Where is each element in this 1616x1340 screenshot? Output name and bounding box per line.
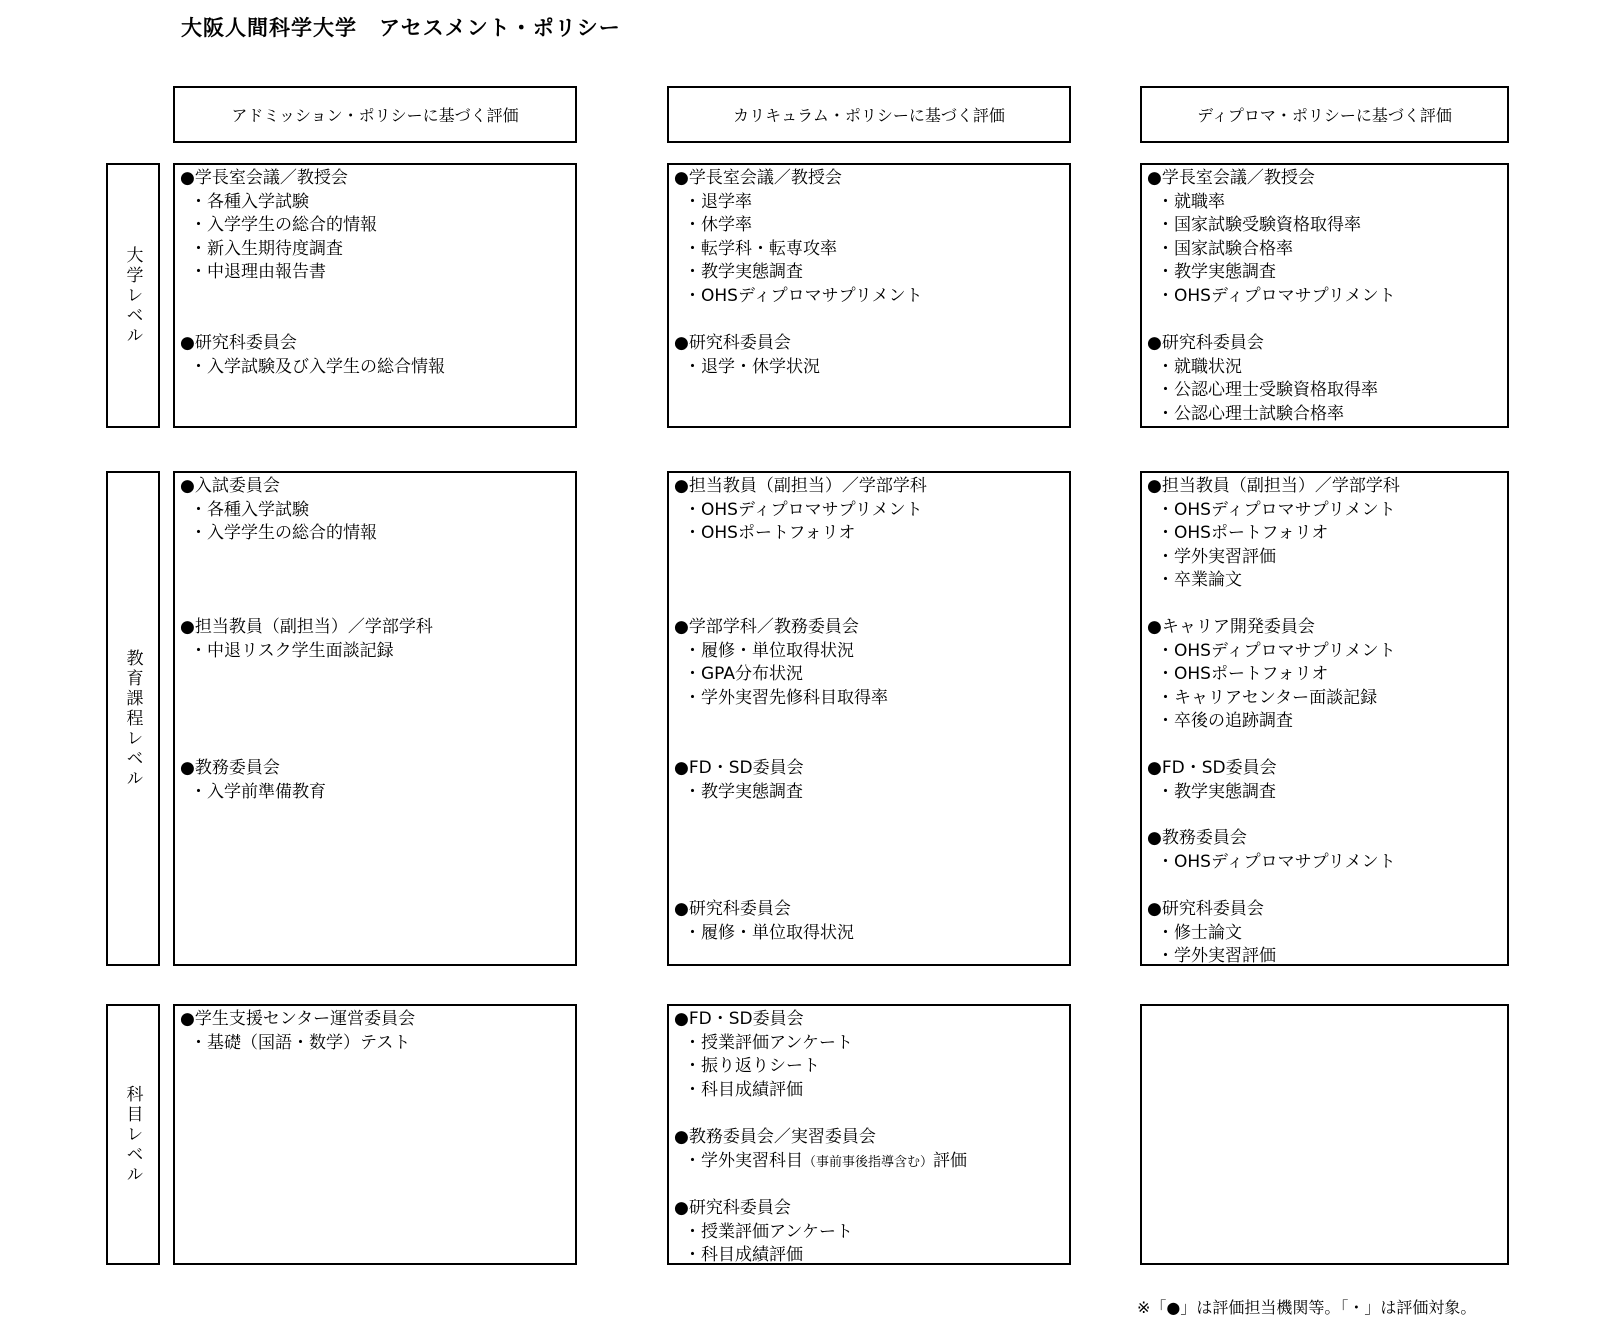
evaluating-body: ● キャリア開発委員会 [1147,616,1396,640]
cell-university-curriculum [667,163,1071,428]
assessment-group [674,1126,967,1174]
evaluation-target-label: 中退理由報告書 [207,262,326,282]
assessment-group [1147,898,1276,966]
assessment-group [674,898,854,945]
evaluation-target-label: 転学科・転専攻率 [701,238,837,259]
page-title: 大阪人間科学大学 アセスメント・ポリシー [181,16,621,40]
column-header-curriculum: カリキュラム・ポリシーに基づく評価 [667,86,1071,143]
evaluation-target-label: OHSディプロマサプリメント [1174,851,1396,872]
evaluation-target [1147,214,1396,238]
evaluation-target-label: 学外実習評価 [1174,546,1276,567]
evaluation-target [1147,285,1396,309]
evaluating-body: ● 教務委員会 [180,757,326,781]
evaluation-target [180,781,326,805]
assessment-group [1147,475,1400,593]
evaluating-body: ● 研究科委員会 [674,1197,853,1221]
evaluation-target [1147,922,1276,946]
evaluation-target [180,261,377,285]
evaluating-body: ● 入試委員会 [180,475,377,499]
level-label-university: 大学レベル [106,163,160,428]
evaluation-target [180,522,377,546]
evaluating-body: ● 研究科委員会 [1147,332,1378,356]
evaluation-target [674,1032,853,1056]
evaluation-target-label: 各種入学試験 [207,499,309,520]
evaluation-target [1147,191,1396,215]
evaluation-target [1147,640,1396,664]
evaluating-body: ● 研究科委員会 [1147,898,1276,922]
assessment-group [674,475,927,546]
evaluation-target [180,356,445,380]
evaluation-target-label: GPA分布状況 [701,664,803,684]
evaluating-body: ● FD・SD委員会 [674,1008,853,1032]
evaluation-target [1147,781,1277,805]
level-label-course: 科目レベル [106,1004,160,1265]
evaluation-target [180,214,377,238]
evaluation-target [1147,569,1400,593]
cell-course-curriculum [667,1004,1071,1265]
column-header-admission: アドミッション・ポリシーに基づく評価 [173,86,577,143]
evaluation-target-label: OHSディプロマサプリメント [1174,640,1396,661]
evaluation-target [674,191,923,215]
evaluating-body: ● 担当教員（副担当）／学部学科 [180,616,433,640]
evaluation-target [1147,261,1396,285]
evaluation-target-label: OHSポートフォリオ [1174,664,1329,684]
evaluation-target [1147,522,1400,546]
assessment-group [1147,332,1378,426]
evaluation-target-label: 退学・休学状況 [701,356,820,377]
evaluation-target [1147,851,1396,875]
evaluating-body: ● 教務委員会／実習委員会 [674,1126,967,1150]
evaluation-target-label: 卒後の追跡調査 [1174,711,1293,731]
evaluation-target-label: 教学実態調査 [1174,262,1276,282]
evaluation-target-label: 国家試験受験資格取得率 [1174,215,1361,235]
evaluation-target [1147,546,1400,570]
assessment-group [1147,827,1396,874]
evaluating-body: ● 学長室会議／教授会 [180,167,377,191]
cell-course-diploma [1140,1004,1509,1265]
evaluation-target [674,663,888,687]
assessment-group [674,1008,853,1102]
evaluation-target [674,261,923,285]
evaluating-body: ● 学長室会議／教授会 [1147,167,1396,191]
evaluation-target-label: 中退リスク学生面談記録 [207,640,394,661]
evaluation-target-label: 履修・単位取得状況 [701,640,854,661]
evaluation-target-label: 卒業論文 [1174,570,1242,590]
evaluation-target [180,499,377,523]
evaluation-target-label: 就職状況 [1174,356,1242,377]
evaluation-target-label: 退学率 [701,191,752,212]
evaluation-target [674,285,923,309]
evaluation-target-label: 教学実態調査 [701,781,803,802]
evaluating-body: ● 教務委員会 [1147,827,1396,851]
evaluation-target [674,522,927,546]
evaluation-target-label: 教学実態調査 [701,262,803,282]
assessment-group [180,475,377,546]
evaluation-target-label: 科目成績評価 [701,1245,803,1265]
evaluation-target [1147,403,1378,427]
assessment-group [674,616,888,710]
evaluation-target-label: 授業評価アンケート [701,1032,853,1053]
evaluation-target-tail: 評価 [933,1150,968,1171]
evaluation-target [674,1055,853,1079]
evaluation-target-label: OHSディプロマサプリメント [701,499,923,520]
evaluation-target [180,640,433,664]
evaluation-target [1147,499,1400,523]
evaluation-target [674,1079,853,1103]
evaluating-body: ● 学生支援センター運営委員会 [180,1008,415,1032]
evaluation-target-label: 公認心理士試験合格率 [1174,403,1344,424]
evaluating-body: ● 学部学科／教務委員会 [674,616,888,640]
assessment-group [1147,616,1396,734]
evaluation-target-label: 入学学生の総合的情報 [207,523,377,543]
cell-program-diploma [1140,471,1509,966]
evaluation-target [180,238,377,262]
evaluation-target-label: 各種入学試験 [207,191,309,212]
assessment-group [674,167,923,308]
evaluation-target-label: 入学試験及び入学生の総合情報 [207,356,445,377]
footnote: ※「●」は評価担当機関等。「・」は評価対象。 [1137,1298,1477,1317]
assessment-group [1147,167,1396,308]
evaluation-target [1147,687,1396,711]
evaluating-body: ● FD・SD委員会 [1147,757,1277,781]
evaluation-target-label: キャリアセンター面談記録 [1174,687,1378,708]
evaluation-target-label: 履修・単位取得状況 [701,922,854,943]
evaluating-body: ● 研究科委員会 [674,898,854,922]
column-header-diploma: ディプロマ・ポリシーに基づく評価 [1140,86,1509,143]
evaluation-target [1147,663,1396,687]
cell-program-admission [173,471,577,966]
evaluation-target [1147,238,1396,262]
evaluating-body: ● 担当教員（副担当）／学部学科 [1147,475,1400,499]
evaluation-target [180,1032,415,1056]
evaluation-target-label: 就職率 [1174,191,1225,212]
evaluation-target-label: OHSディプロマサプリメント [1174,285,1396,306]
evaluation-target [674,640,888,664]
assessment-group [1147,757,1277,804]
evaluating-body: ● 担当教員（副担当）／学部学科 [674,475,927,499]
evaluation-target-label: 国家試験合格率 [1174,238,1293,259]
assessment-group [180,167,377,285]
evaluation-target [674,499,927,523]
assessment-group [180,757,326,804]
evaluation-target-label: OHSディプロマサプリメント [1174,499,1396,520]
evaluation-target-label: 基礎（国語・数学）テスト [207,1032,411,1053]
evaluation-target-label: 新入生期待度調査 [207,238,343,259]
cell-program-curriculum [667,471,1071,966]
evaluation-target-note: （事前事後指導含む） [803,1154,934,1170]
evaluation-target [674,781,804,805]
evaluation-target [1147,945,1276,966]
evaluation-target [674,687,888,711]
evaluation-target-label: 学外実習先修科目取得率 [701,687,888,708]
evaluation-target-label: 授業評価アンケート [701,1221,853,1242]
assessment-group [180,616,433,663]
evaluation-target-label: 科目成績評価 [701,1079,803,1100]
evaluation-target [674,214,923,238]
evaluation-target [674,1150,967,1175]
assessment-group [180,1008,415,1055]
evaluation-target-label: 教学実態調査 [1174,781,1276,802]
evaluation-target [674,238,923,262]
evaluation-target-label: OHSポートフォリオ [701,523,856,543]
evaluation-target [180,191,377,215]
evaluation-target [674,1244,853,1265]
evaluating-body: ● FD・SD委員会 [674,757,804,781]
cell-university-admission [173,163,577,428]
assessment-group [674,332,820,379]
evaluation-target-label: 入学学生の総合的情報 [207,215,377,235]
cell-university-diploma [1140,163,1509,428]
evaluation-target-label: 休学率 [701,215,752,235]
evaluation-target-label: OHSディプロマサプリメント [701,285,923,306]
evaluating-body: ● 学長室会議／教授会 [674,167,923,191]
assessment-group [674,1197,853,1265]
evaluation-target [1147,356,1378,380]
evaluation-target [674,1221,853,1245]
evaluation-target [1147,379,1378,403]
evaluation-target [674,356,820,380]
evaluation-target-label: 学外実習科目 [701,1150,803,1171]
assessment-group [674,757,804,804]
level-label-program: 教育課程レベル [106,471,160,966]
evaluating-body: ● 研究科委員会 [674,332,820,356]
evaluation-target [1147,710,1396,734]
evaluation-target-label: 振り返りシート [701,1056,820,1076]
evaluation-target [674,922,854,946]
evaluation-target-label: 入学前準備教育 [207,781,326,802]
evaluation-target-label: 修士論文 [1174,922,1242,943]
evaluation-target-label: OHSポートフォリオ [1174,523,1329,543]
evaluating-body: ● 研究科委員会 [180,332,445,356]
evaluation-target-label: 学外実習評価 [1174,946,1276,966]
evaluation-target-label: 公認心理士受験資格取得率 [1174,380,1378,400]
assessment-group [180,332,445,379]
cell-course-admission [173,1004,577,1265]
